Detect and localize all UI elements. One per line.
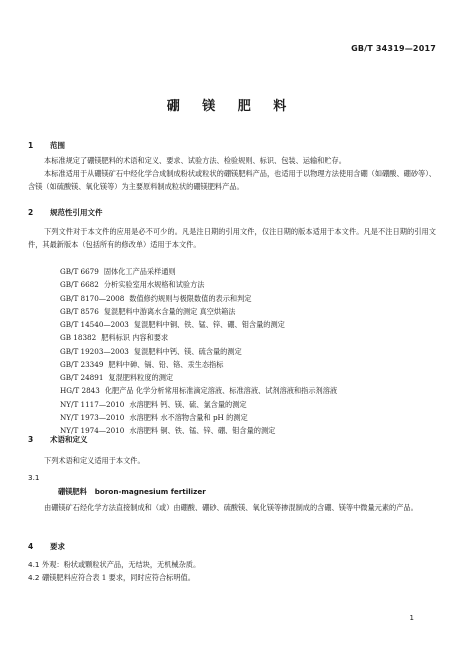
- reference-name: 水溶肥料 水不溶物含量和 pH 的测定: [129, 412, 248, 422]
- reference-item: [60, 358, 337, 371]
- reference-code: GB/T 19203—2003: [60, 346, 129, 356]
- section-number: 4: [28, 542, 34, 551]
- term-definition: 由硼镁矿石经化学方法直接制成和（或）由硼酸、硼砂、硫酸镁、氧化镁等掺混制成的含硼、镁等中微量元素的产品。: [44, 503, 418, 512]
- reference-name: 复混肥料中铜、铁、锰、锌、硼、钼含量的测定: [133, 320, 285, 329]
- term-chinese: 硼镁肥料: [58, 487, 87, 496]
- reference-code: GB 18382: [60, 333, 97, 343]
- requirement-text: 外观：粉状或颗粒状产品，无结块，无机械杂质。: [42, 560, 201, 569]
- section-title: 术语和定义: [50, 435, 88, 444]
- section-number: 2: [28, 208, 34, 217]
- reference-item: [60, 278, 337, 291]
- reference-name: 肥料中砷、镉、铅、铬、汞生态指标: [108, 359, 224, 369]
- section-1-heading: [28, 140, 65, 151]
- reference-code: GB/T 8170—2008: [60, 293, 125, 303]
- reference-name: 分析实验室用水规格和试验方法: [103, 280, 205, 290]
- reference-item: [60, 424, 337, 437]
- page-number: 1: [409, 614, 414, 622]
- reference-item: [60, 384, 337, 397]
- reference-item: [60, 398, 337, 411]
- standard-code: GB/T 34319—2017: [351, 44, 436, 53]
- reference-code: GB/T 8576: [60, 306, 99, 316]
- reference-item: [60, 292, 337, 305]
- section-2-intro: 下列文件对于本文件的应用是必不可少的。凡是注日期的引用文件，仅注日期的版本适用于本文件。凡是不注日期的引用文件，其最新版本（包括所有的修改单）适用于本文件。: [28, 227, 436, 249]
- requirement-number: 4.2: [28, 573, 40, 582]
- reference-code: HG/T 2843: [60, 386, 100, 396]
- reference-code: GB/T 23349: [60, 359, 104, 369]
- reference-code: GB/T 14540—2003: [60, 320, 129, 329]
- term-heading: [58, 487, 206, 497]
- reference-item: [60, 345, 337, 358]
- section-number: 1: [28, 141, 34, 150]
- section-1-para-1: 本标准规定了硼镁肥料的术语和定义、要求、试验方法、检验规则、标识、包装、运输和贮存。: [44, 156, 346, 165]
- reference-code: GB/T 6679: [60, 267, 99, 276]
- reference-name: 固体化工产品采样通则: [103, 267, 176, 276]
- reference-name: 水溶肥料 铜、铁、锰、锌、硼、钼含量的测定: [129, 426, 276, 435]
- section-3-heading: [28, 434, 88, 445]
- section-2-heading: [28, 207, 103, 218]
- section-number: 3: [28, 435, 34, 444]
- reference-name: 水溶肥料 钙、镁、硫、氯含量的测定: [129, 399, 247, 409]
- reference-name: 肥料标识 内容和要求: [101, 333, 169, 343]
- section-4-heading: [28, 541, 65, 552]
- reference-name: 复混肥料粒度的测定: [108, 373, 174, 382]
- reference-item: [60, 411, 337, 424]
- reference-code: NY/T 1974—2010: [60, 426, 125, 435]
- subclause-number: 3.1: [28, 473, 40, 482]
- section-1-para-2: 本标准适用于从硼镁矿石中经化学合成制成粉状或粒状的硼镁肥料产品，也适用于以物理方法使用含硼（如硼酸、硼砂等）、含镁（如硫酸镁、氧化镁等）为主要原料制成粒状的硼镁肥料产品。: [28, 169, 436, 191]
- reference-name: 化肥产品 化学分析常用标准滴定溶液、标准溶液、试剂溶液和指示剂溶液: [104, 386, 338, 396]
- requirement-item: [28, 571, 195, 584]
- document-title: 硼 镁 肥 料: [166, 99, 296, 114]
- reference-code: GB/T 24891: [60, 373, 104, 382]
- reference-code: NY/T 1117—2010: [60, 399, 125, 409]
- section-title: 规范性引用文件: [50, 208, 103, 217]
- reference-name: 数值修约规则与极限数值的表示和判定: [129, 293, 252, 303]
- section-title: 要求: [50, 542, 65, 551]
- section-3-intro: 下列术语和定义适用于本文件。: [44, 456, 145, 465]
- reference-name: 复混肥料中钙、镁、硫含量的测定: [133, 346, 242, 356]
- reference-item: [60, 371, 337, 384]
- requirement-text: 硼镁肥料应符合表 1 要求，同时应符合标明值。: [42, 573, 195, 582]
- requirement-item: [28, 558, 200, 571]
- reference-item: [60, 318, 337, 331]
- reference-code: NY/T 1973—2010: [60, 412, 125, 422]
- requirement-number: 4.1: [28, 560, 40, 569]
- reference-code: GB/T 6682: [60, 280, 99, 290]
- term-english: boron-magnesium fertilizer: [94, 487, 206, 496]
- reference-item: [60, 305, 337, 318]
- normative-references-list: [60, 265, 337, 437]
- reference-item: [60, 265, 337, 278]
- section-title: 范围: [50, 141, 65, 150]
- reference-item: [60, 331, 337, 344]
- reference-name: 复混肥料中游离水含量的测定 真空烘箱法: [103, 306, 236, 316]
